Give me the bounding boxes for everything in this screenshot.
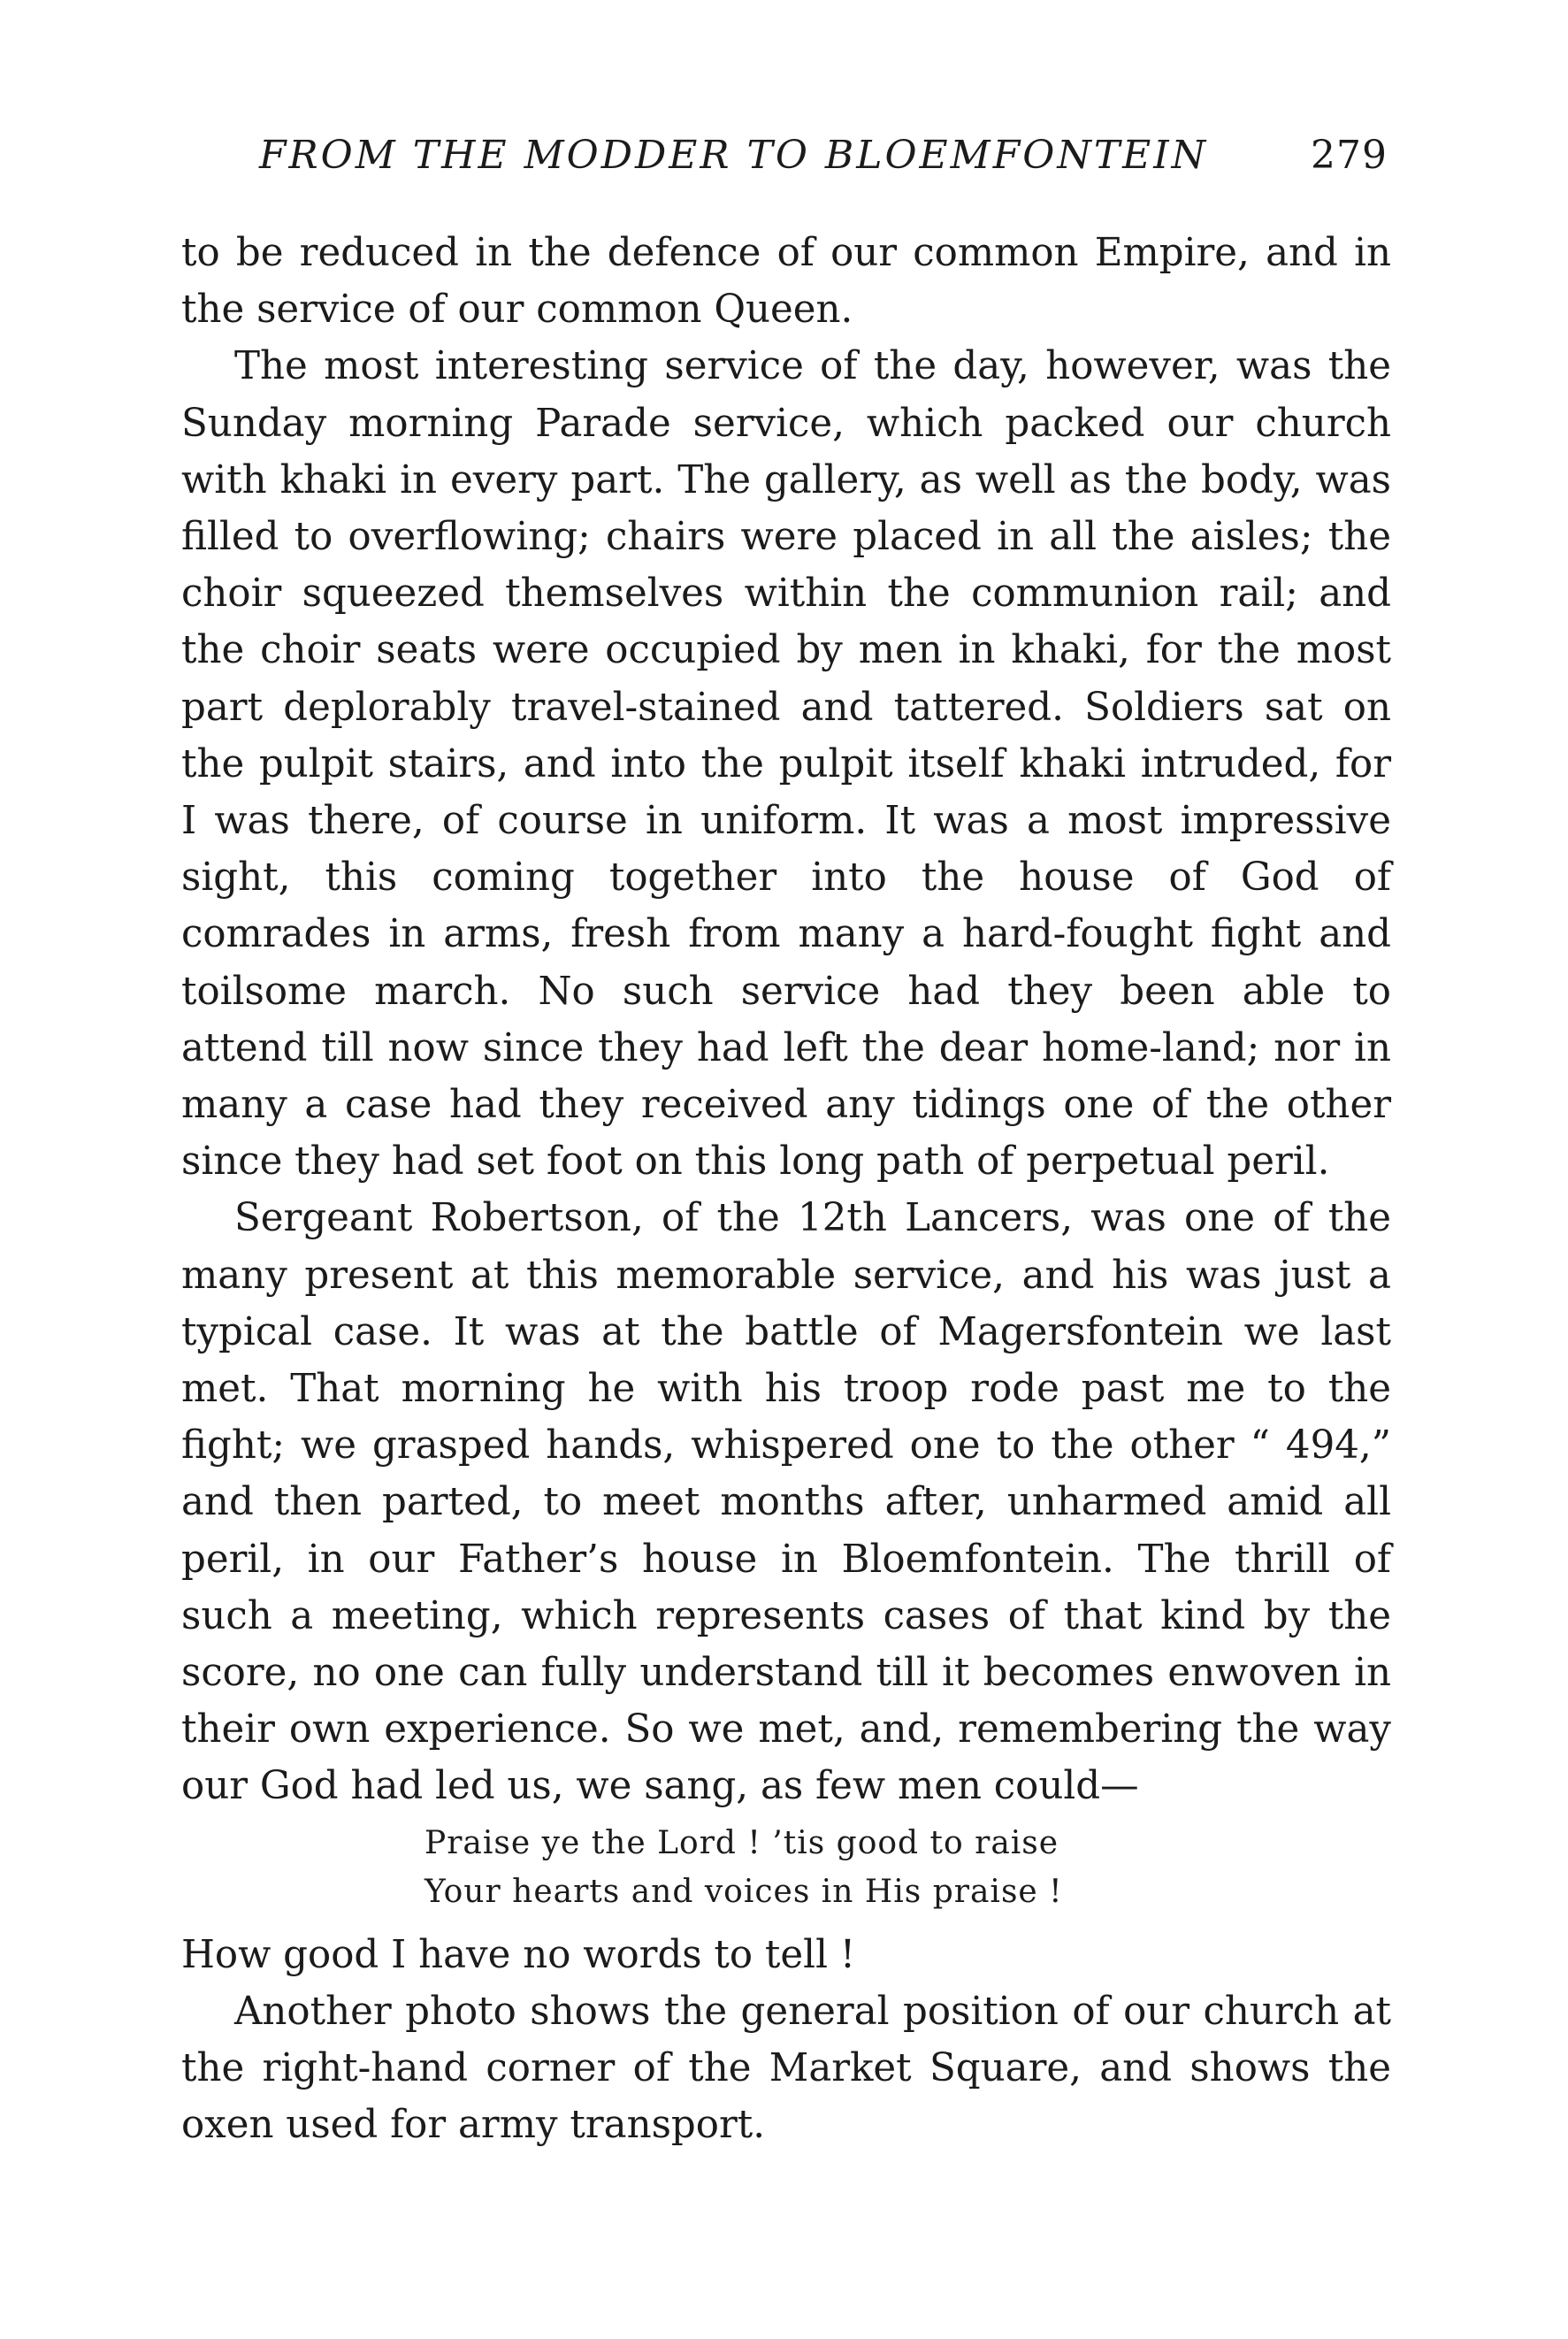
hymn-line-1: Praise ye the Lord ! ’tis good to raise (425, 1824, 1059, 1861)
running-title: FROM THE MODDER TO BLOEMFONTEIN (259, 133, 1209, 178)
paragraph-sergeant-robertson: Sergeant Robertson, of the 12th Lancers, was one of the many present at this memorable service, and his was just a typical case. It was at the battle of Magersfontein we last met. That morning he with his troop rode past me to the fight; we grasped hands, whispered one to the other “ 494,” and then parted, to meet months after, unharmed amid all peril, in our Father’s house in Bloemfontein. The thrill of such a meeting, which represents cases of that kind by the score, no one can fully understand till it becomes enwoven in their own experience. So we met, and, remembering the way our God had led us, we sang, as few men could— (181, 1196, 1391, 1809)
paragraph-after-hymn: How good I have no words to tell ! (181, 1932, 856, 1977)
hymn-line-2: Your hearts and voices in His praise ! (425, 1873, 1063, 1910)
book-page (181, 124, 1391, 2154)
paragraph-photo-description: Another photo shows the general position of our church at the right-hand corner of the Market Square, and shows the oxen used for army transport. (181, 1989, 1391, 2148)
paragraph-parade-service: The most interesting service of the day, however, was the Sunday morning Parade service, which packed our church with khaki in every part. The gallery, as well as the body, was filled to overflowing; chairs were placed in all the aisles; the choir squeezed themselves within the communion rail; and the choir seats were occupied by men in khaki, for the most part deplorably travel-stained and tattered. Soldiers sat on the pulpit stairs, and into the pulpit itself khaki intruded, for I was there, of course in uniform. It was a most impressive sight, this coming together into the house of God of comrades in arms, fresh from many a hard-fought fight and toilsome march. No such service had they been able to attend till now since they had left the dear home-land; nor in many a case had they received any tidings one of the other since they had set foot on this long path of perpetual peril. (181, 344, 1391, 1185)
paragraph-continuation: to be reduced in the defence of our common Empire, and in the service of our common Queen. (181, 231, 1391, 333)
body-text (181, 225, 1391, 2154)
page-number: 279 (1311, 133, 1388, 178)
hymn-quotation (425, 1819, 1391, 1916)
running-head (181, 124, 1391, 195)
